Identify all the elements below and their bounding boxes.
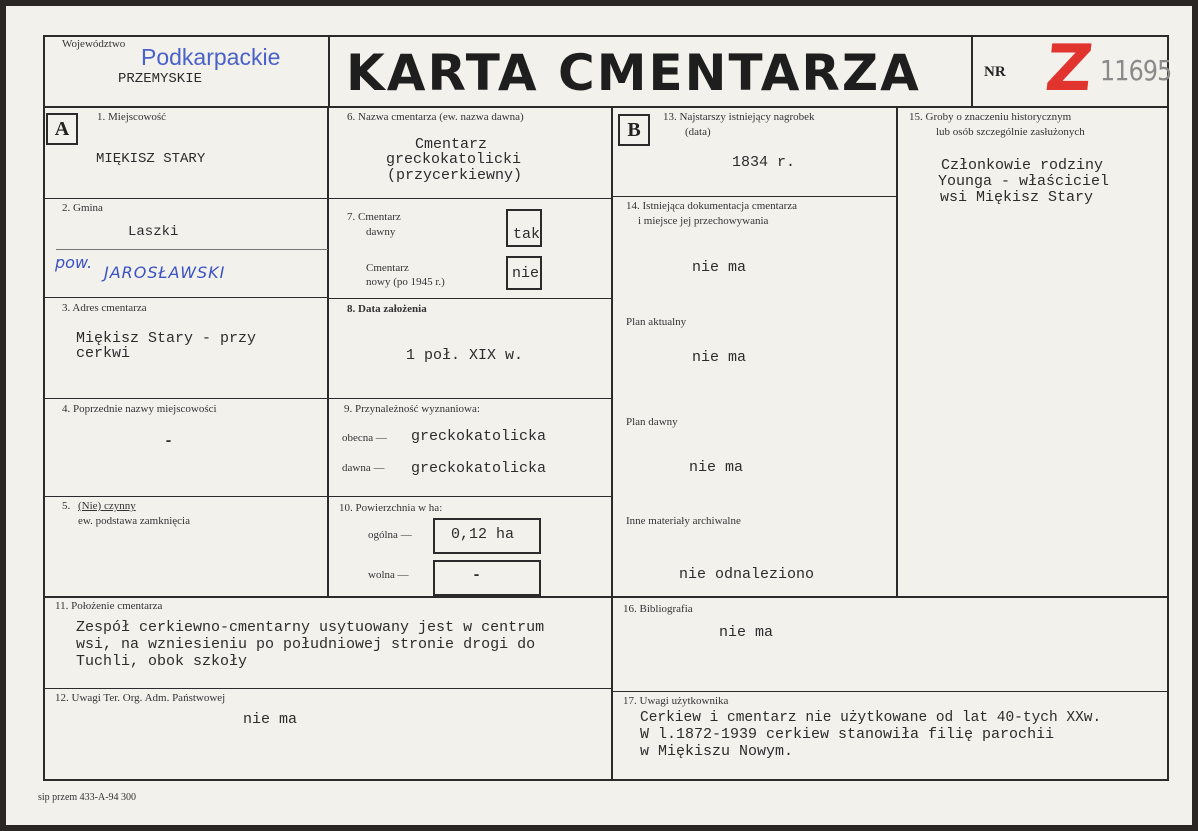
f17-line1: Cerkiew i cmentarz nie użytkowane od lat 40-tych XXw. [640,710,1102,726]
f9-dawna-value: greckokatolicka [411,460,547,477]
header-vline-2 [971,35,973,108]
f11-line3: Tuchli, obok szkoły [76,653,248,670]
c3-hline-1 [612,196,896,197]
section-a-badge [46,113,78,145]
col-line-1 [327,106,329,596]
footer-print-code: sip przem 433-A-94 300 [38,792,137,803]
f14-label-line2: i miejsce jej przechowywania [638,215,769,227]
c1-hline-1 [43,198,328,199]
f1-value: MIĘKISZ STARY [96,151,206,167]
f15-line3: wsi Miękisz Stary [940,189,1094,206]
frame-top [43,35,1169,37]
f11-line1: Zespół cerkiewno-cmentarny usytuowany jest w centrum [76,619,545,636]
f6-value-line2: greckokatolicki [386,151,522,168]
f16-value: nie ma [719,624,774,641]
f9-label: 9. Przynależność wyznaniowa: [344,403,480,415]
f7-nowy-value: nie [512,265,540,282]
f2-value: Laszki [128,224,179,240]
f9-obecna-label: obecna — [342,432,387,444]
f2-label: 2. Gmina [62,202,103,214]
f14-value: nie ma [692,259,747,276]
f10-wolna-value: - [472,567,482,584]
frame-right [1167,35,1169,781]
c2-hline-2 [328,298,612,299]
frame-bottom [43,779,1169,781]
wojewodztwo-stamp: Podkarpackie [141,44,281,70]
f3-value-line2: cerkwi [76,345,131,362]
f2-powiat: JAROSŁAWSKI [104,263,226,282]
header-divider [43,106,1169,108]
f8-value: 1 poł. XIX w. [406,347,524,364]
f10-wolna-label: wolna — [368,569,409,581]
f14-label-line1: 14. Istniejąca dokumentacja cmentarza [626,200,798,212]
f13-value: 1834 r. [732,154,796,171]
card-title: KARTA CMENTARZA [346,44,921,102]
f13-label-line2: (data) [685,126,711,138]
nr-label: NR [984,64,1006,80]
f1-label: 1. Miejscowość [97,111,167,123]
f13-label-line1: 13. Najstarszy istniejący nagrobek [663,111,815,123]
c1-hline-5 [43,496,328,497]
c2-hline-4 [328,496,612,497]
f15-label-line2: lub osób szczególnie zasłużonych [936,126,1085,138]
section-a-letter: A [54,118,70,140]
f17-line3: w Miękiszu Nowym. [640,743,794,760]
wojewodztwo-label: Województwo [62,38,126,50]
f15-line2: Younga - właściciel [938,173,1110,190]
f17-label: 17. Uwagi użytkownika [623,695,729,707]
f6-value-line1: Cmentarz [415,136,488,153]
nr-letter: Z [1042,32,1097,106]
f15-label-line1: 15. Groby o znaczeniu historycznym [909,111,1072,123]
f3-value-line1: Miękisz Stary - przy [76,330,257,347]
f10-ogolna-value: 0,12 ha [451,526,515,543]
section-b-badge [618,114,650,146]
c2-hline-3 [328,398,612,399]
f2-powiat-prefix: pow. [55,253,93,272]
low-divider-left [43,688,612,689]
f9-dawna-label: dawna — [342,462,385,474]
f8-label: 8. Data założenia [347,303,427,315]
f10-ogolna-label: ogólna — [368,529,412,541]
f7-dawny-value: tak [513,226,541,243]
frame-left [43,35,45,781]
f14-plan-aktualny-label: Plan aktualny [626,316,687,328]
f12-label: 12. Uwagi Ter. Org. Adm. Państwowej [55,692,226,704]
f11-label: 11. Położenie cmentarza [55,600,163,612]
f6-label: 6. Nazwa cmentarza (ew. nazwa dawna) [347,111,524,123]
f12-value: nie ma [243,711,298,728]
f7-label-nowy1: Cmentarz [366,262,409,274]
low-divider-right [612,691,1169,692]
f5-label-sub: ew. podstawa zamknięcia [78,515,190,527]
f14-plan-dawny-label: Plan dawny [626,416,678,428]
mid-divider [43,596,1169,598]
f7-label-dawny: dawny [366,226,396,238]
f14-plan-dawny-value: nie ma [689,459,744,476]
f7-label-nowy2: nowy (po 1945 r.) [366,276,445,288]
f5-label-num: 5. [62,500,71,512]
c1-hline-2 [56,249,328,250]
f5-label-main: (Nie) czynny [78,500,136,512]
c1-hline-4 [43,398,328,399]
f14-plan-aktualny-value: nie ma [692,349,747,366]
f16-label: 16. Bibliografia [623,603,693,615]
col-line-3 [896,106,898,596]
f7-label: 7. Cmentarz [347,211,401,223]
section-b-letter: B [627,119,641,141]
f3-label: 3. Adres cmentarza [62,302,147,314]
f10-wolna-box [433,560,541,596]
nr-number: 11695 [1100,54,1172,87]
f14-inne-label: Inne materiały archiwalne [626,515,741,527]
f10-label: 10. Powierzchnia w ha: [339,502,443,514]
f17-line2: W l.1872-1939 cerkiew stanowiła filię parochii [640,726,1055,743]
header-vline-1 [328,35,330,108]
f11-line2: wsi, na wzniesieniu po południowej stronie drogi do [76,636,536,653]
cemetery-card [6,6,1192,825]
f6-value-line3: (przycerkiewny) [387,167,523,184]
c1-hline-3 [43,297,328,298]
c2-hline-1 [328,198,612,199]
f4-value: - [164,433,174,450]
f14-inne-value: nie odnaleziono [679,566,815,583]
f15-line1: Członkowie rodziny [941,157,1104,174]
f4-label: 4. Poprzednie nazwy miejscowości [62,403,217,415]
col-line-2 [611,106,613,781]
f9-obecna-value: greckokatolicka [411,428,547,445]
wojewodztwo-typed: PRZEMYSKIE [118,71,203,87]
